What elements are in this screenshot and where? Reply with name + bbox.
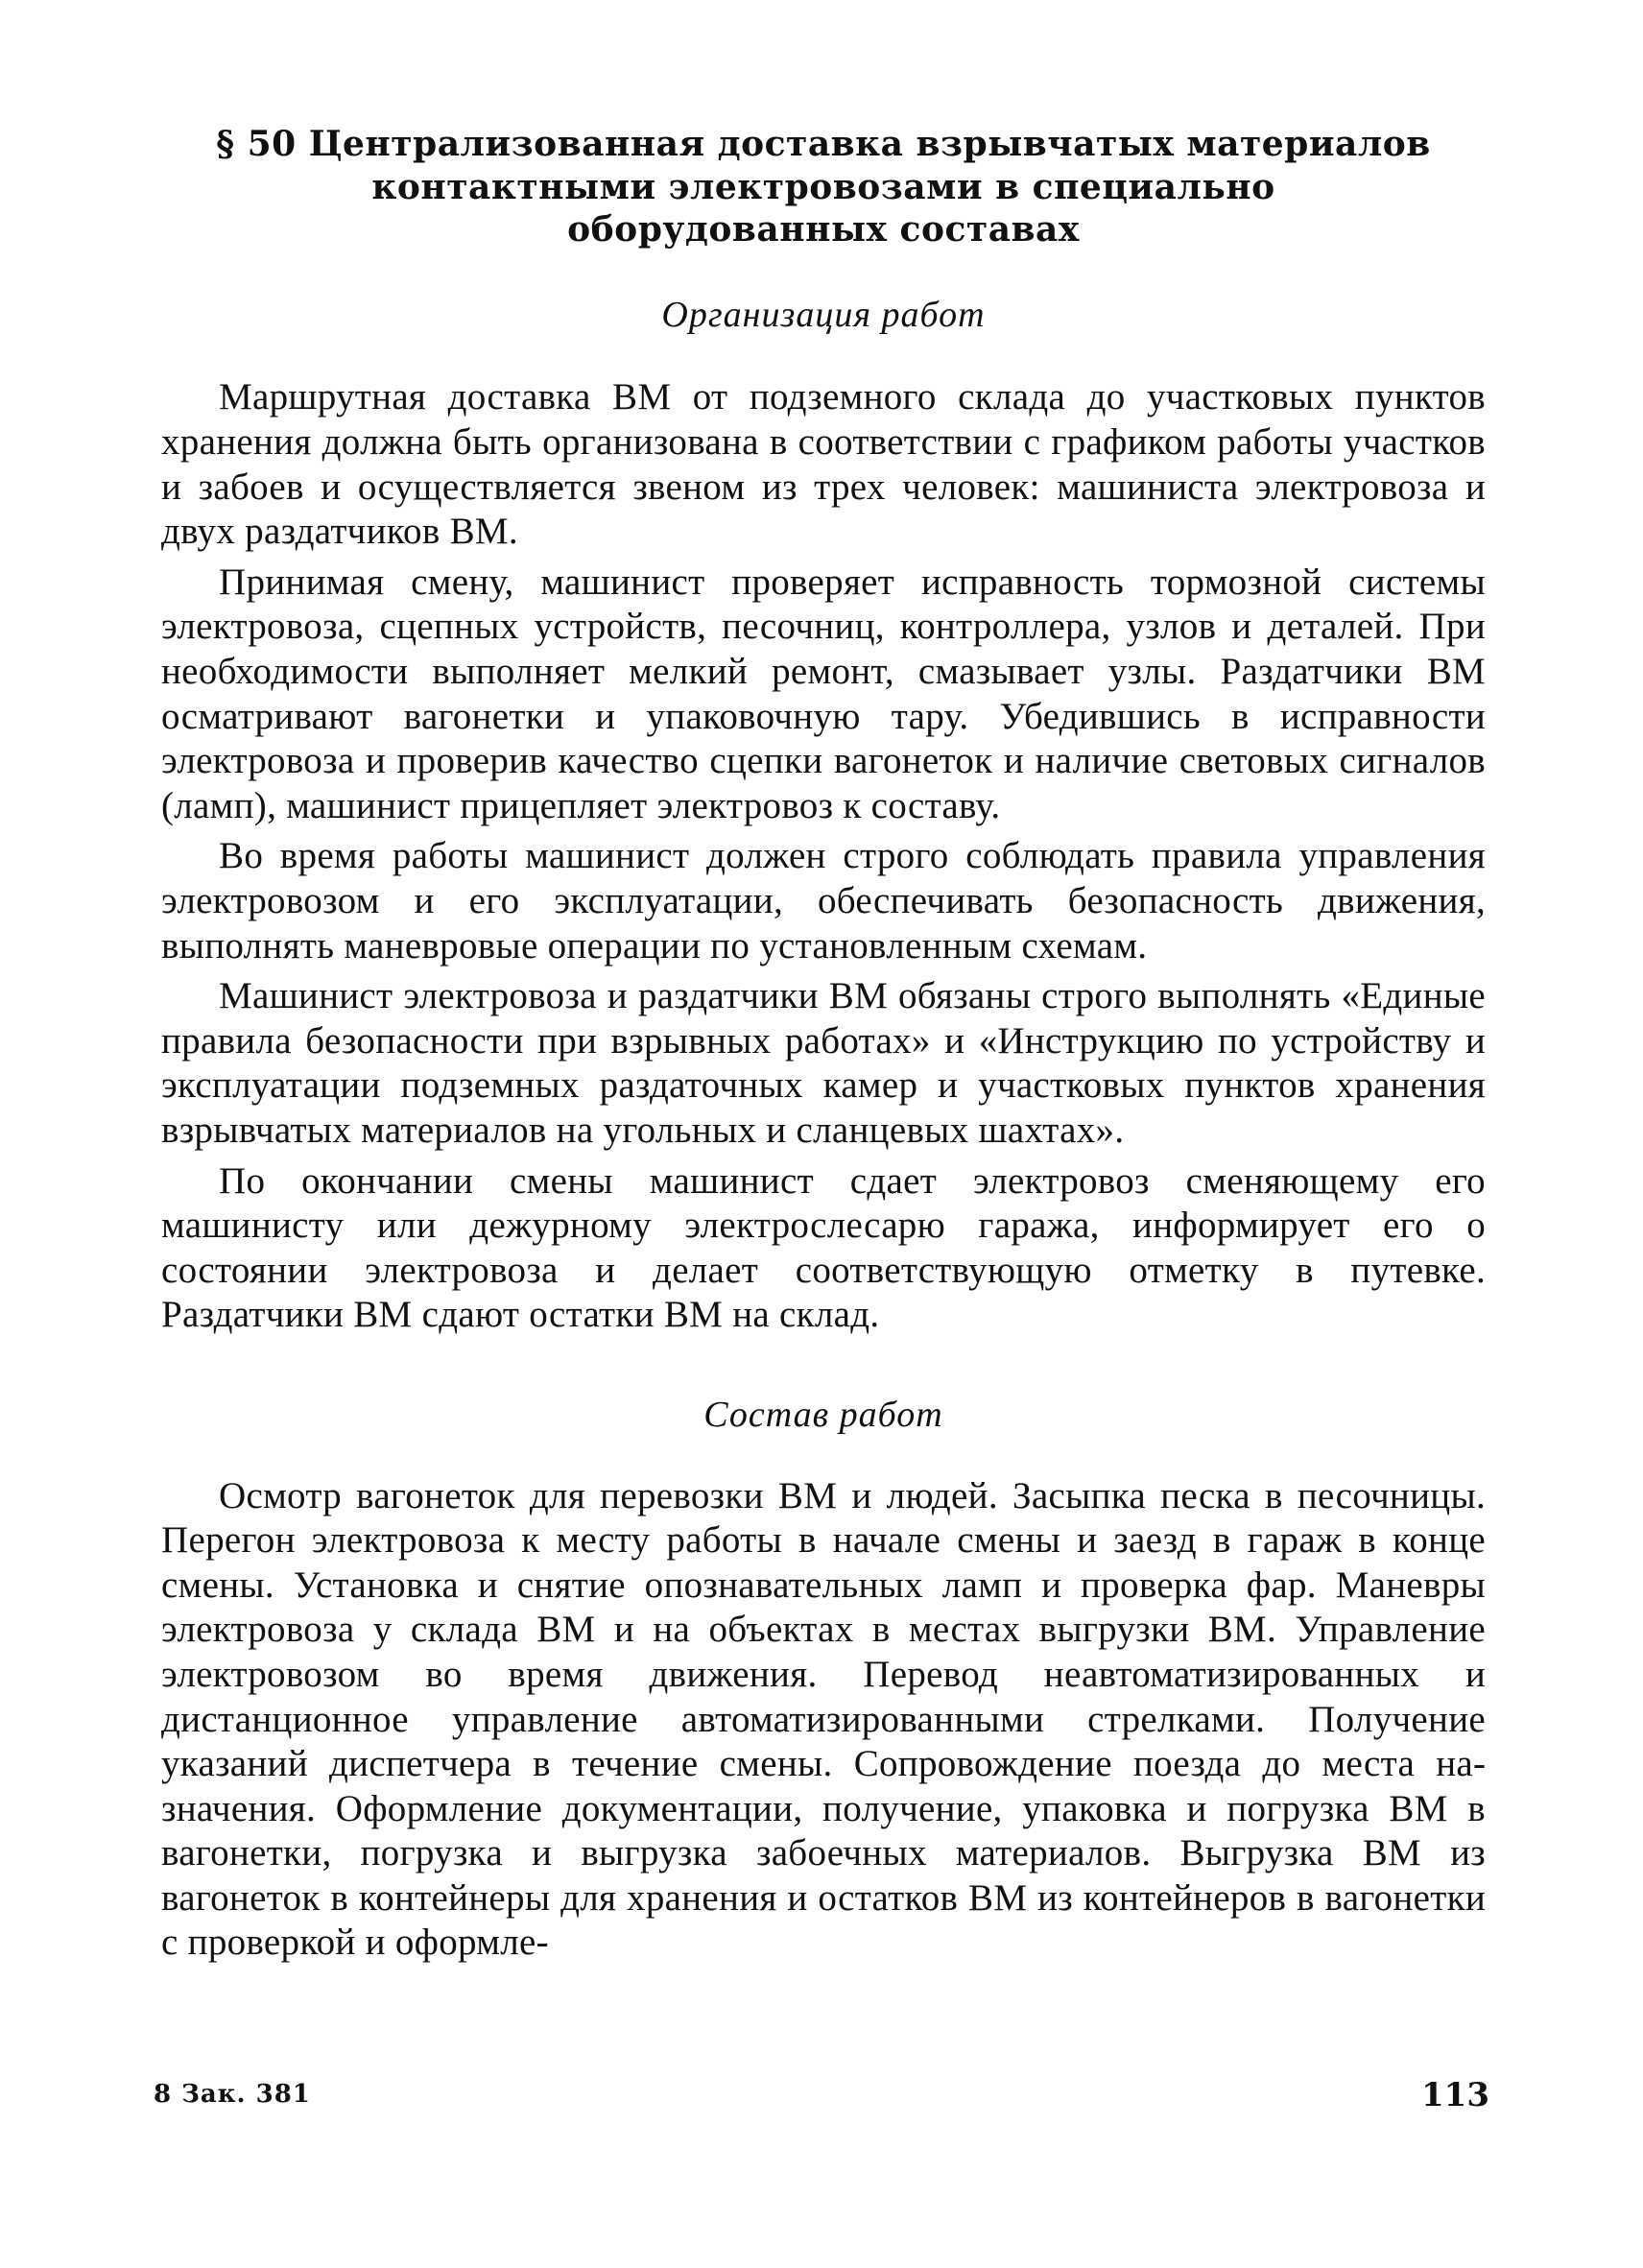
section-title-line: § 50 Централизованная доставка взрывчатых материалов [216,124,1431,164]
paragraph: По окончании смены машинист сдает электровоз сменяющему его машинисту или дежурному электрослесарю гаража, информирует его о состоянии электровоза и делает соответствующую отметку в путевке. Раздатчики ВМ сдают остатки ВМ на склад. [161,1159,1486,1336]
paragraph: Машинист электровоза и раздатчики ВМ обязаны строго выполнять «Единые правила безопасности при взрывных работах» и «Инструкцию по устройству и эксплуатации подземных раздаточных камер и участковых пунктов хранения взрывчатых материалов на угольных и сланцевых шахтах». [161,975,1486,1151]
printer-signature: 8 Зак. 381 [154,2080,311,2109]
paragraph: Маршрутная доставка ВМ от подземного склада до участковых пунктов хранения должна быть организована в соответствии с графиком работы участков и забоев и осуществляется звеном из трех человек: машиниста электровоза и двух раздатчиков ВМ. [161,376,1486,553]
section-title-line: контактными электровозами в специально [371,166,1275,207]
paragraph: Осмотр вагонеток для перевозки ВМ и людей. Засыпка песка в песочницы. Перегон электровоза к месту работы в начале смены и заезд в гараж в конце смены. Установка и снятие опознавательных ламп и проверка фар. Маневры электровоза у склада ВМ и на объектах в местах выгрузки ВМ. Управление электровозом во время движения. Перевод неавтоматизированных и дистанционное управление автоматизированными стрелками. Получение указаний диспетчера в течение смены. Сопровождение поезда до места назначения. Оформление документации, получение, упаковка и погрузка ВМ в вагонетки, погрузка и выгрузка забоечных материалов. Выгрузка ВМ из вагонеток в контейнеры для хранения и остатков ВМ из контейнеров в вагонетки с проверкой и оформле- [161,1474,1486,1964]
section-title [161,123,1486,251]
page-number: 113 [1421,2076,1489,2114]
paragraph: Во время работы машинист должен строго соблюдать правила управления электровозом и его эксплуатации, обеспечивать безопасность движения, выполнять маневровые операции по установленным схемам. [161,835,1486,967]
section-title-line: оборудованных составах [567,209,1080,251]
subheading-composition: Состав работ [703,1394,943,1435]
page-body [161,123,1486,1971]
subheading-organization: Организация работ [661,294,986,335]
page-footer [154,2076,1489,2114]
paragraph: Принимая смену, машинист проверяет исправность тормозной системы электровоза, сцепных устройств, песочниц, контроллера, узлов и деталей. При необходимости выполняет мелкий ремонт, смазывает узлы. Раздатчики ВМ осматривают вагонетки и упаковочную тару. Убедившись в исправности электровоза и проверив качество сцепки вагонеток и наличие световых сигналов (ламп), машинист прицепляет электровоз к составу. [161,561,1486,826]
